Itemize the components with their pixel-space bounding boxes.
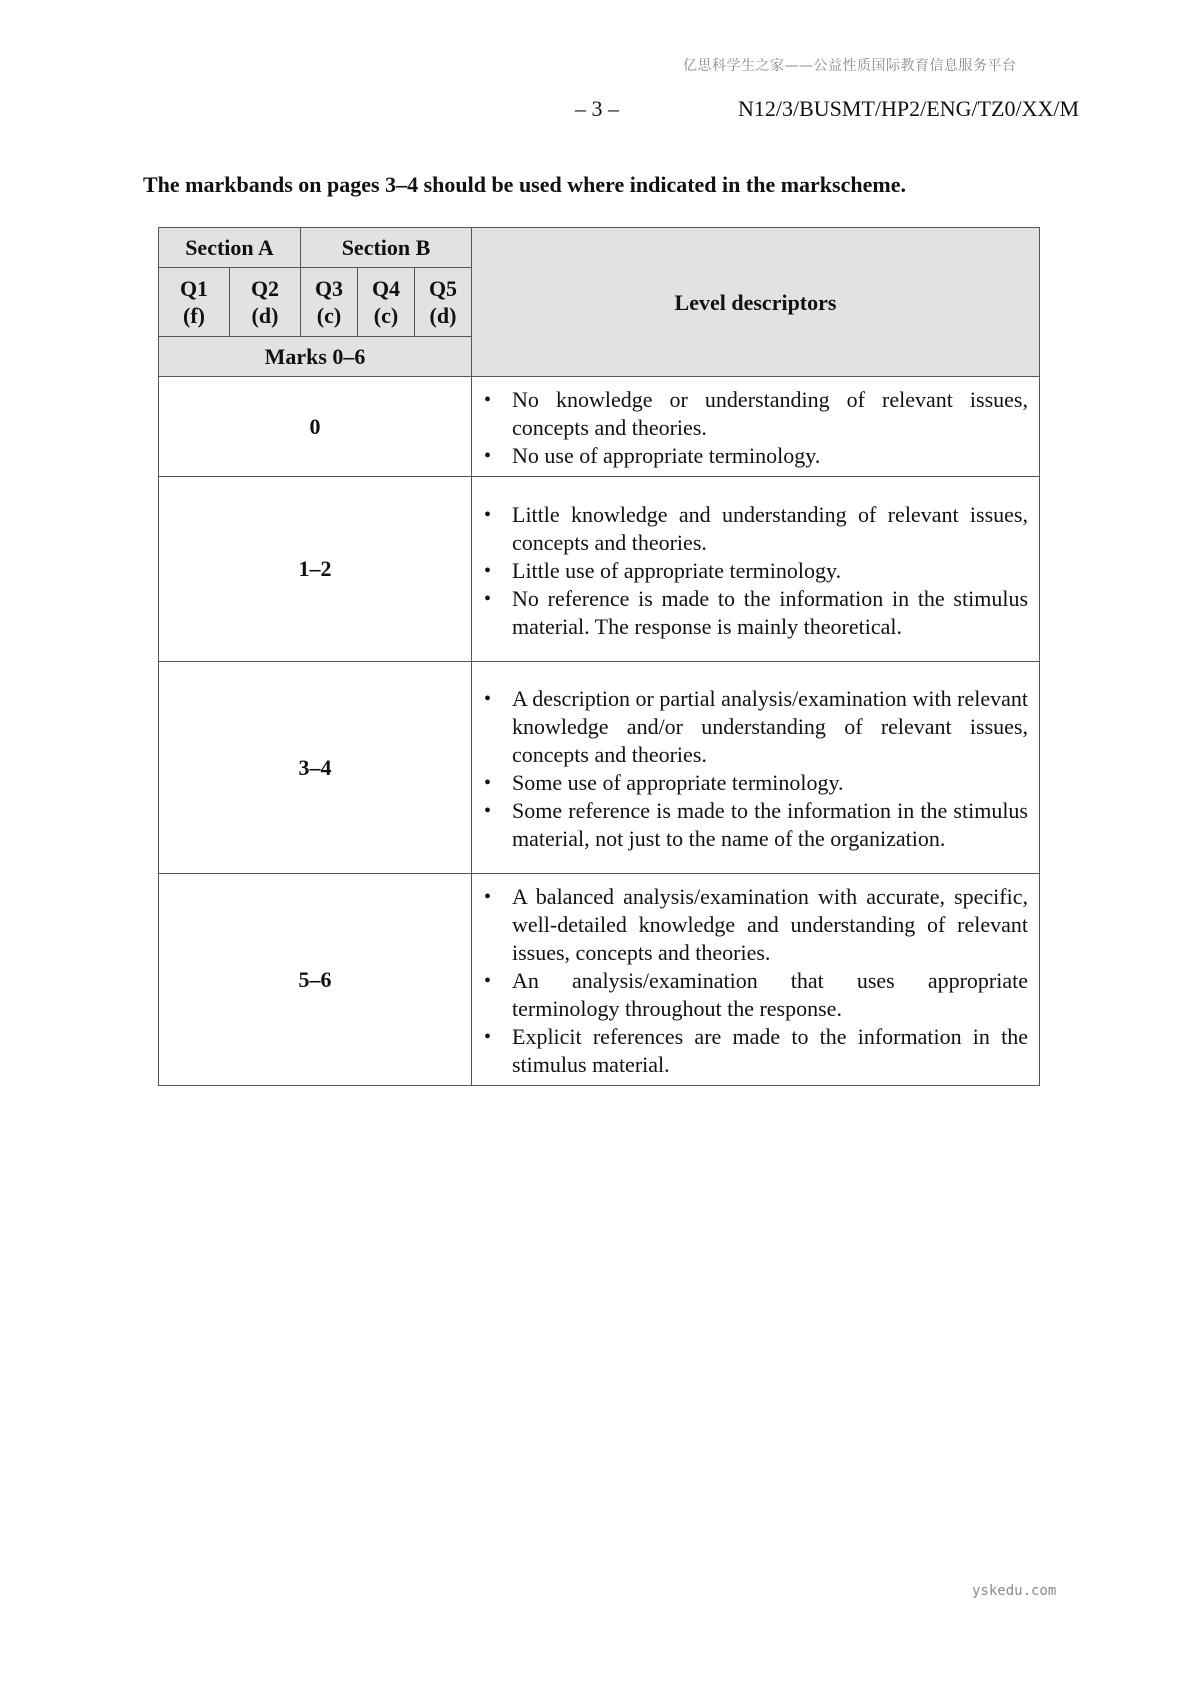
descriptor-item: • No knowledge or understanding of relevant issues, concepts and theories.	[512, 386, 1028, 442]
descriptor-cell	[472, 477, 1040, 662]
descriptor-cell	[472, 377, 1040, 477]
question-header	[415, 268, 472, 337]
markband-row	[159, 377, 1040, 477]
question-part: (f)	[183, 303, 205, 328]
question-header	[358, 268, 415, 337]
descriptor-item: • An analysis/examination that uses appropriate terminology throughout the response.	[512, 967, 1028, 1023]
markband-row	[159, 477, 1040, 662]
descriptor-item: • Little knowledge and understanding of relevant issues, concepts and theories.	[512, 501, 1028, 557]
page-number: – 3 –	[575, 96, 619, 121]
question-header	[301, 268, 358, 337]
descriptor-item: • Some reference is made to the information in the stimulus material, not just to the name of the organization.	[512, 797, 1028, 853]
descriptor-item: • A description or partial analysis/examination with relevant knowledge and/or understanding of relevant issues, concepts and theories.	[512, 685, 1028, 769]
descriptor-item: • Some use of appropriate terminology.	[512, 769, 1028, 797]
question-number: Q2	[250, 276, 280, 301]
markbands-table	[158, 227, 1040, 1086]
intro-heading: The markbands on pages 3–4 should be used where indicated in the markscheme.	[143, 172, 906, 197]
question-part: (d)	[251, 303, 279, 328]
marks-range-header: Marks 0–6	[159, 337, 472, 377]
descriptor-item: • Explicit references are made to the information in the stimulus material.	[512, 1023, 1028, 1079]
question-number: Q1	[179, 276, 209, 301]
question-number: Q3	[314, 276, 344, 301]
level-descriptors-header: Level descriptors	[472, 228, 1040, 377]
question-number: Q5	[428, 276, 458, 301]
question-part: (d)	[429, 303, 457, 328]
descriptor-item: • Little use of appropriate terminology.	[512, 557, 1028, 585]
mark-value: 0	[159, 377, 472, 477]
watermark-top: 亿思科学生之家——公益性质国际教育信息服务平台	[683, 58, 1017, 74]
markband-row	[159, 874, 1040, 1086]
question-header	[230, 268, 301, 337]
section-a-header: Section A	[159, 228, 301, 268]
descriptor-item: • A balanced analysis/examination with accurate, specific, well-detailed knowledge and understanding of relevant issues, concepts and theories.	[512, 883, 1028, 967]
markband-row	[159, 662, 1040, 874]
question-part: (c)	[316, 303, 342, 328]
question-part: (c)	[373, 303, 399, 328]
question-number: Q4	[371, 276, 401, 301]
mark-value: 3–4	[159, 662, 472, 874]
descriptor-item: • No reference is made to the information in the stimulus material. The response is mainly theoretical.	[512, 585, 1028, 641]
descriptor-item: • No use of appropriate terminology.	[512, 442, 1028, 470]
descriptor-cell	[472, 662, 1040, 874]
mark-value: 1–2	[159, 477, 472, 662]
mark-value: 5–6	[159, 874, 472, 1086]
section-b-header: Section B	[301, 228, 472, 268]
watermark-bottom: yskedu.com	[972, 1583, 1057, 1599]
descriptor-cell	[472, 874, 1040, 1086]
document-reference: N12/3/BUSMT/HP2/ENG/TZ0/XX/M	[738, 96, 1080, 121]
question-header	[159, 268, 230, 337]
